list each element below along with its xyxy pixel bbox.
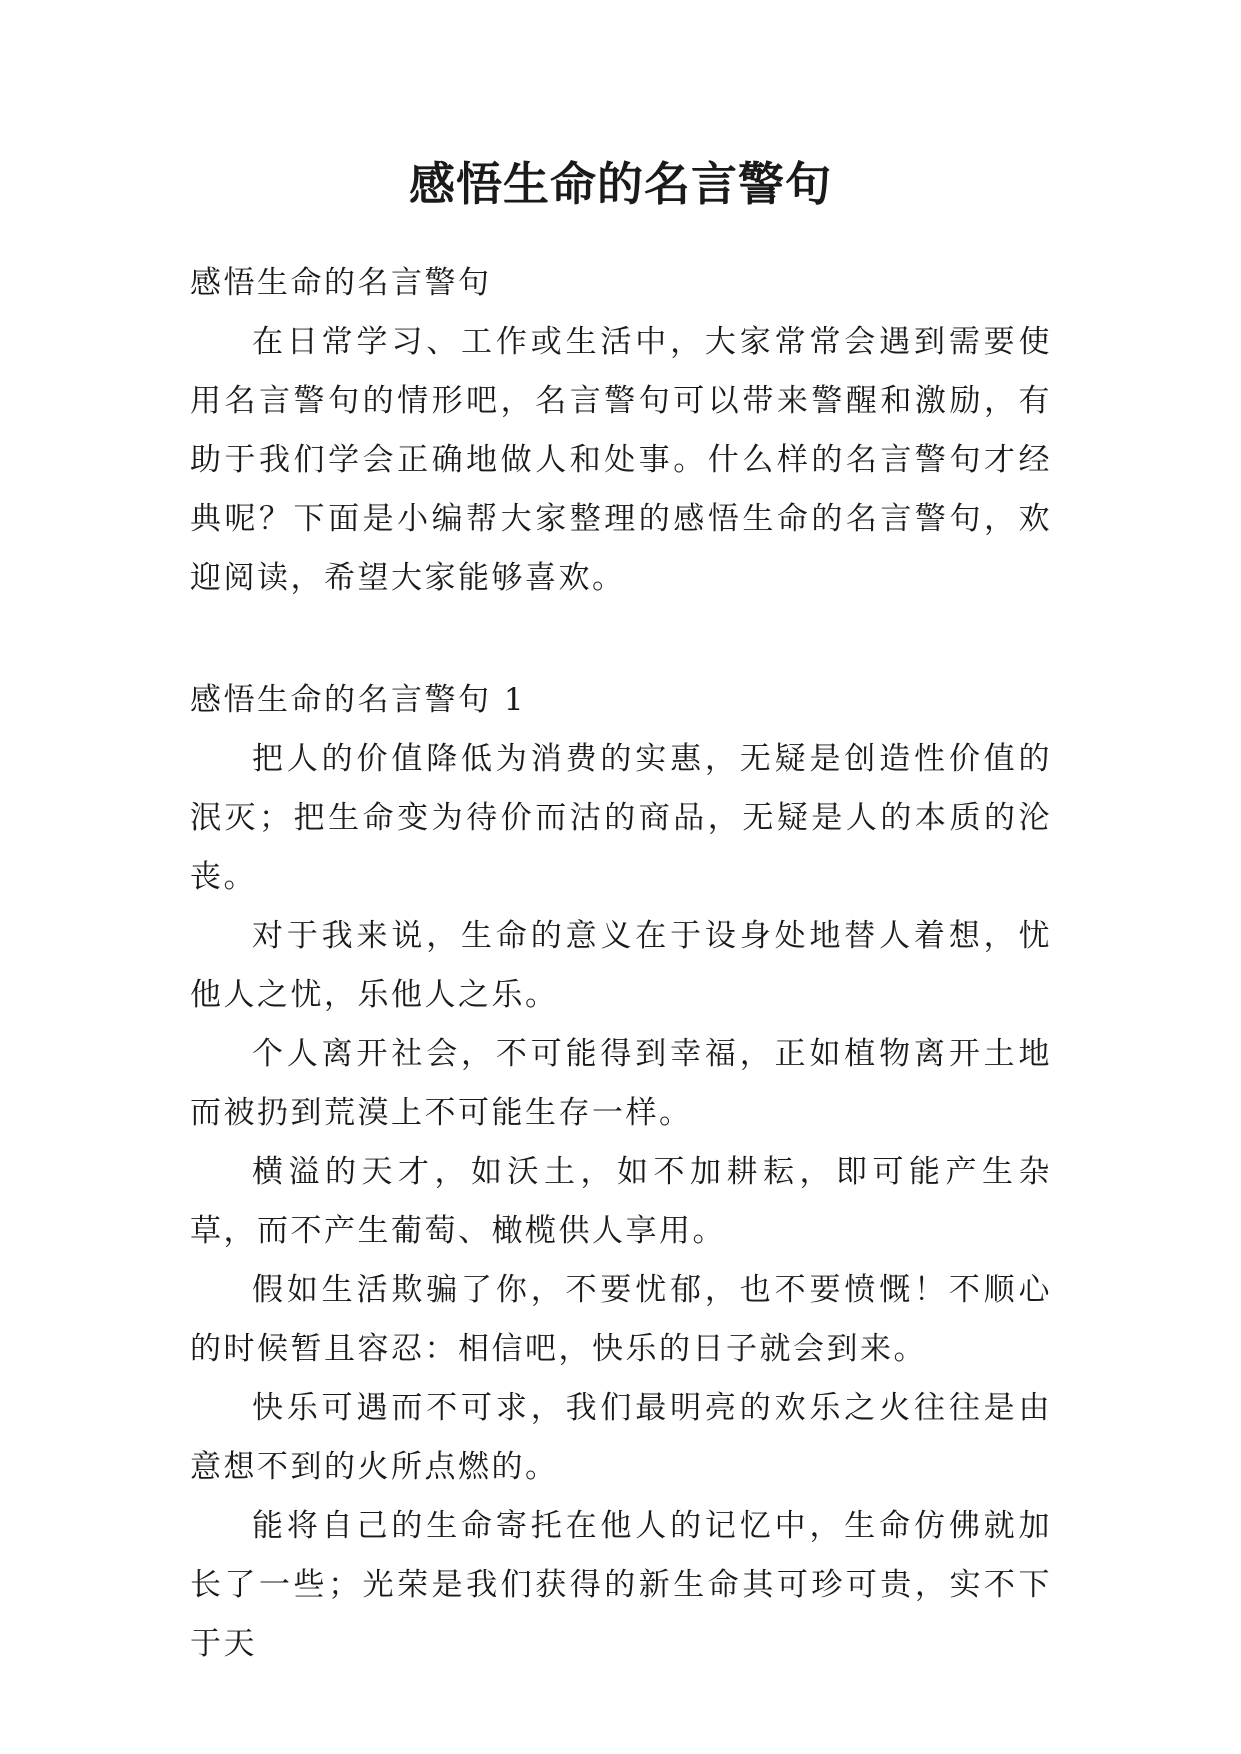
quote-paragraph: 横溢的天才，如沃土，如不加耕耘，即可能产生杂草，而不产生葡萄、橄榄供人享用。 [190, 1154, 1052, 1249]
quote-paragraph: 对于我来说，生命的意义在于设身处地替人着想，忧他人之忧，乐他人之乐。 [190, 918, 1052, 1013]
quote-paragraph: 能将自己的生命寄托在他人的记忆中，生命仿佛就加长了一些；光荣是我们获得的新生命其可珍可贵，实不下于天 [190, 1508, 1052, 1662]
intro-heading: 感悟生命的名言警句 [190, 265, 492, 301]
quote-paragraph: 把人的价值降低为消费的实惠，无疑是创造性价值的泯灭；把生命变为待价而沽的商品，无疑是人的本质的沦丧。 [190, 741, 1052, 895]
intro-paragraph: 在日常学习、工作或生活中，大家常常会遇到需要使用名言警句的情形吧，名言警句可以带来警醒和激励，有助于我们学会正确地做人和处事。什么样的名言警句才经典呢？下面是小编帮大家整理的感悟生命的名言警句，欢迎阅读，希望大家能够喜欢。 [190, 324, 1052, 596]
document-body [190, 254, 1052, 1674]
document-title: 感悟生命的名言警句 [409, 157, 832, 211]
quote-paragraph: 假如生活欺骗了你，不要忧郁，也不要愤慨！不顺心的时候暂且容忍：相信吧，快乐的日子就会到来。 [190, 1272, 1052, 1367]
section-heading: 感悟生命的名言警句 1 [190, 682, 527, 718]
quote-paragraph: 快乐可遇而不可求，我们最明亮的欢乐之火往往是由意想不到的火所点燃的。 [190, 1390, 1052, 1485]
quote-paragraph: 个人离开社会，不可能得到幸福，正如植物离开土地而被扔到荒漠上不可能生存一样。 [190, 1036, 1052, 1131]
